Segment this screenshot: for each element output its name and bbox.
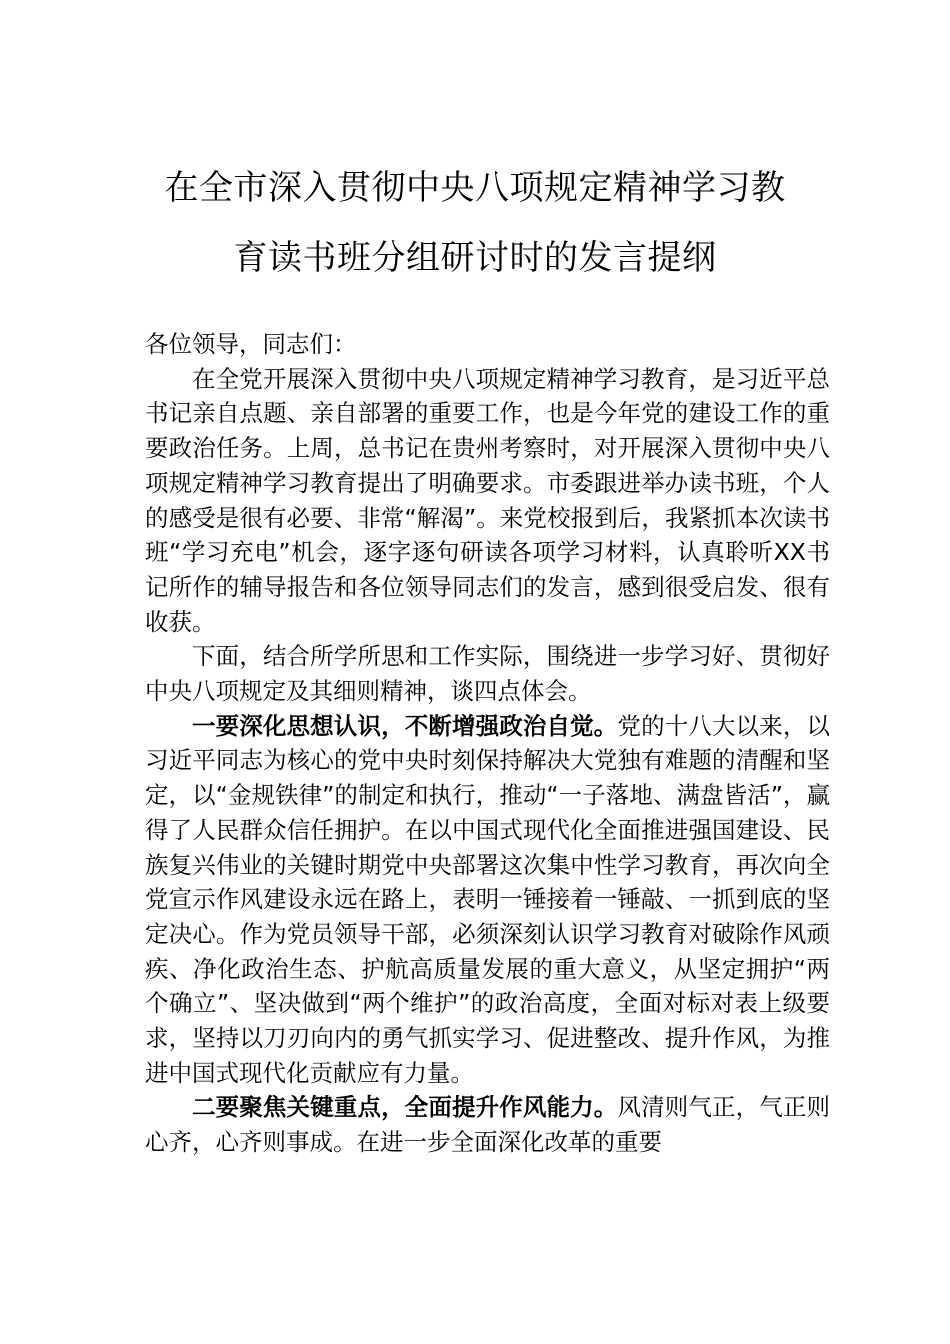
paragraph-2	[145, 639, 830, 708]
paragraph-4	[145, 1090, 830, 1159]
paragraph-1-text: 在全党开展深入贯彻中央八项规定精神学习教育，是习近平总书记亲自点题、亲自部署的重要工作，也是今年党的建设工作的重要政治任务。上周，总书记在贵州考察时，对开展深入贯彻中央八项规定精神学习教育提出了明确要求。市委跟进举办读书班，个人的感受是很有必要、非常“解渴”。来党校报到后，我紧抓本次读书班“学习充电”机会，逐字逐句研读各项学习材料，认真聆听XX书记所作的辅导报告和各位领导同志们的发言，感到很受启发、很有收获。	[145, 364, 830, 636]
paragraph-3-text: 党的十八大以来，以习近平同志为核心的党中央时刻保持解决大党独有难题的清醒和坚定，以“金规铁律”的制定和执行，推动“一子落地、满盘皆活”，赢得了人民群众信任拥护。在以中国式现代化全面推进强国建设、民族复兴伟业的关键时期党中央部署这次集中性学习教育，再次向全党宣示作风建设永远在路上，表明一锤接着一锤敲、一抓到底的坚定决心。作为党员领导干部，必须深刻认识学习教育对破除作风顽疾、净化政治生态、护航高质量发展的重大意义，从坚定拥护“两个确立”、坚决做到“两个维护”的政治高度，全面对标对表上级要求，坚持以刀刃向内的勇气抓实学习、促进整改、提升作风，为推进中国式现代化贡献应有力量。	[145, 711, 831, 1087]
paragraph-1	[145, 362, 830, 640]
paragraph-4-text: 风清则气正，气正则心齐，心齐则事成。在进一步全面深化改革的重要	[145, 1093, 831, 1157]
document-title-line-2: 育读书班分组研讨时的发言提纲	[233, 238, 717, 278]
document-title-line-1: 在全市深入贯彻中央八项规定精神学习教	[164, 168, 786, 208]
salutation: 各位领导，同志们：	[145, 330, 357, 358]
paragraph-4-heading: 二要聚焦关键重点，全面提升作风能力。	[192, 1093, 618, 1122]
document-body	[145, 327, 830, 1160]
paragraph-3	[145, 709, 830, 1091]
paragraph-2-text: 下面，结合所学所思和工作实际，围绕进一步学习好、贯彻好中央八项规定及其细则精神，谈四点体会。	[145, 642, 830, 706]
paragraph-3-heading: 一要深化思想认识，不断增强政治自觉。	[192, 711, 618, 740]
